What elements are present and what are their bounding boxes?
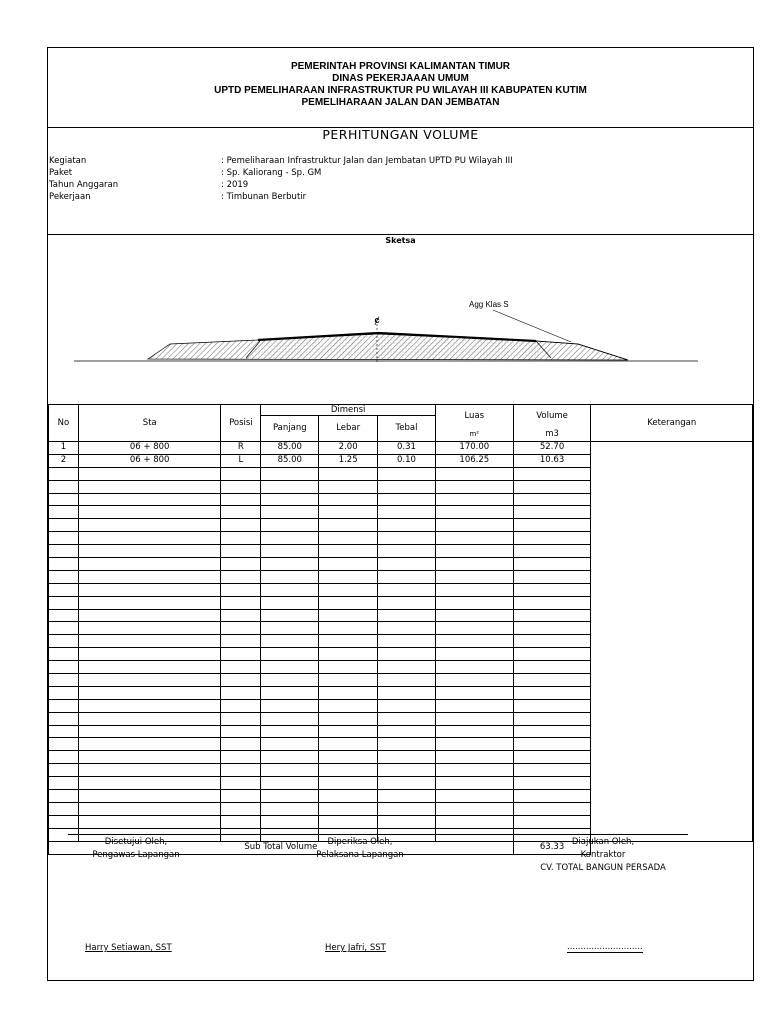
cell-volume <box>513 686 591 699</box>
cell-luas <box>435 532 513 545</box>
cell-luas <box>435 519 513 532</box>
cell-sta <box>78 699 221 712</box>
subtotal-value: 63.33 <box>513 841 591 854</box>
cell-tebal <box>378 596 436 609</box>
cell-no <box>49 777 79 790</box>
cell-luas <box>435 777 513 790</box>
cell-no <box>49 519 79 532</box>
cell-posisi <box>221 570 261 583</box>
cell-posisi <box>221 596 261 609</box>
cell-sta <box>78 545 221 558</box>
table-row <box>49 442 753 455</box>
cell-panjang <box>261 777 319 790</box>
cell-no <box>49 815 79 828</box>
cell-volume <box>513 699 591 712</box>
submitted-line-2: Kontraktor <box>580 850 626 860</box>
cell-sta <box>78 686 221 699</box>
cell-panjang <box>261 519 319 532</box>
submitted-line-1: Diajukan Oleh, <box>571 837 635 847</box>
cell-volume <box>513 532 591 545</box>
cell-sta <box>78 583 221 596</box>
cell-tebal <box>378 674 436 687</box>
cell-sta <box>78 751 221 764</box>
cell-luas <box>435 583 513 596</box>
cell-luas <box>435 725 513 738</box>
cell-tebal <box>378 558 436 571</box>
cell-lebar <box>319 725 378 738</box>
cell-keterangan <box>591 442 753 842</box>
cell-panjang <box>261 596 319 609</box>
cell-sta <box>78 764 221 777</box>
cell-luas <box>435 802 513 815</box>
cell-posisi <box>221 738 261 751</box>
cell-tebal <box>378 583 436 596</box>
cell-volume <box>513 596 591 609</box>
cell-sta <box>78 467 221 480</box>
cell-no <box>49 674 79 687</box>
cell-luas <box>435 493 513 506</box>
cell-lebar <box>319 532 378 545</box>
cell-tebal <box>378 519 436 532</box>
cell-volume <box>513 661 591 674</box>
cell-tebal <box>378 686 436 699</box>
info-value-kegiatan: : Pemeliharaan Infrastruktur Jalan dan Jembatan UPTD PU Wilayah III <box>221 156 513 166</box>
cell-tebal <box>378 751 436 764</box>
col-header-posisi: Posisi <box>221 405 261 442</box>
cell-panjang: 85.00 <box>261 442 319 455</box>
cell-posisi <box>221 558 261 571</box>
cell-luas <box>435 686 513 699</box>
cell-no <box>49 583 79 596</box>
cell-posisi <box>221 480 261 493</box>
cell-tebal <box>378 609 436 622</box>
cell-panjang <box>261 686 319 699</box>
cell-no <box>49 802 79 815</box>
cell-posisi <box>221 635 261 648</box>
cell-no <box>49 558 79 571</box>
cell-tebal: 0.10 <box>378 454 436 467</box>
cell-posisi <box>221 493 261 506</box>
cell-volume <box>513 570 591 583</box>
submitted-block <box>518 836 688 875</box>
cell-tebal <box>378 480 436 493</box>
cell-tebal <box>378 764 436 777</box>
cell-posisi <box>221 506 261 519</box>
cell-volume <box>513 725 591 738</box>
cell-lebar <box>319 506 378 519</box>
cell-lebar <box>319 480 378 493</box>
cell-luas <box>435 661 513 674</box>
cell-sta <box>78 648 221 661</box>
cell-volume: 10.63 <box>513 454 591 467</box>
cell-luas <box>435 506 513 519</box>
subtotal-label: Sub Total Volume <box>49 841 514 854</box>
cell-posisi <box>221 815 261 828</box>
cell-lebar <box>319 777 378 790</box>
info-label-paket: Paket <box>49 168 73 178</box>
info-label-kegiatan: Kegiatan <box>49 156 87 166</box>
document-title: PERHITUNGAN VOLUME <box>322 127 479 142</box>
layer-leader-line <box>493 310 571 342</box>
checked-line-1: Diperiksa Oleh, <box>327 837 393 847</box>
centerline-label: ȼ <box>374 315 380 325</box>
col-header-sta: Sta <box>78 405 221 442</box>
cell-volume <box>513 635 591 648</box>
cell-posisi <box>221 622 261 635</box>
cell-tebal <box>378 467 436 480</box>
cell-luas: 170.00 <box>435 442 513 455</box>
cell-sta: 06 + 800 <box>78 442 221 455</box>
cell-tebal <box>378 738 436 751</box>
volume-table <box>48 404 753 855</box>
cell-no <box>49 493 79 506</box>
cell-panjang <box>261 725 319 738</box>
cell-panjang <box>261 609 319 622</box>
cell-luas <box>435 622 513 635</box>
info-label-tahun: Tahun Anggaran <box>49 180 119 190</box>
cell-volume <box>513 583 591 596</box>
cell-panjang <box>261 622 319 635</box>
cell-luas <box>435 648 513 661</box>
cell-posisi <box>221 725 261 738</box>
cell-tebal <box>378 545 436 558</box>
cell-tebal <box>378 506 436 519</box>
cell-lebar <box>319 635 378 648</box>
cell-lebar <box>319 764 378 777</box>
cell-volume <box>513 558 591 571</box>
cell-no <box>49 596 79 609</box>
cell-no <box>49 506 79 519</box>
cell-no <box>49 725 79 738</box>
cell-no <box>49 648 79 661</box>
checked-line-2: Pelaksana Lapangan <box>316 850 404 860</box>
cell-no <box>49 712 79 725</box>
cell-panjang <box>261 802 319 815</box>
cell-sta <box>78 712 221 725</box>
cell-panjang <box>261 558 319 571</box>
cell-luas <box>435 751 513 764</box>
cell-luas <box>435 596 513 609</box>
cell-lebar <box>319 648 378 661</box>
cell-no <box>49 661 79 674</box>
cell-luas <box>435 467 513 480</box>
cell-tebal <box>378 622 436 635</box>
cell-tebal <box>378 815 436 828</box>
cell-tebal <box>378 725 436 738</box>
cell-lebar <box>319 596 378 609</box>
cell-panjang <box>261 712 319 725</box>
cell-no <box>49 467 79 480</box>
cell-volume <box>513 802 591 815</box>
cell-lebar <box>319 661 378 674</box>
col-header-volume-unit: m3 <box>513 427 591 442</box>
cell-posisi <box>221 674 261 687</box>
cell-volume <box>513 738 591 751</box>
cell-posisi <box>221 790 261 803</box>
cell-tebal <box>378 802 436 815</box>
cell-panjang <box>261 635 319 648</box>
cell-posisi <box>221 686 261 699</box>
checked-name: Hery Jafri, SST <box>325 943 386 953</box>
cell-sta <box>78 815 221 828</box>
cell-panjang <box>261 648 319 661</box>
cell-sta <box>78 480 221 493</box>
cell-panjang <box>261 790 319 803</box>
cell-tebal <box>378 635 436 648</box>
header-line-3: UPTD PEMELIHARAAN INFRASTRUKTUR PU WILAYAH III KABUPATEN KUTIM <box>214 85 587 96</box>
cell-luas <box>435 558 513 571</box>
approved-block <box>76 836 196 862</box>
cell-luas <box>435 815 513 828</box>
cell-volume <box>513 712 591 725</box>
cell-sta <box>78 506 221 519</box>
cell-tebal <box>378 661 436 674</box>
cell-posisi <box>221 699 261 712</box>
cell-posisi <box>221 777 261 790</box>
cell-no <box>49 738 79 751</box>
cell-volume <box>513 609 591 622</box>
cell-sta <box>78 725 221 738</box>
cell-posisi <box>221 661 261 674</box>
cell-no: 1 <box>49 442 79 455</box>
submitted-name: ............................ <box>567 942 643 952</box>
cell-no <box>49 622 79 635</box>
approved-line-1: Disetujui Oleh, <box>104 837 168 847</box>
cell-panjang <box>261 661 319 674</box>
cell-lebar <box>319 699 378 712</box>
cell-luas <box>435 545 513 558</box>
cell-tebal <box>378 570 436 583</box>
cell-volume: 52.70 <box>513 442 591 455</box>
approved-line-2: Pengawas Lapangan <box>92 850 180 860</box>
cell-no <box>49 609 79 622</box>
cell-posisi <box>221 532 261 545</box>
col-header-dimensi: Dimensi <box>261 405 436 416</box>
cell-tebal <box>378 532 436 545</box>
cell-luas: 106.25 <box>435 454 513 467</box>
cell-lebar <box>319 519 378 532</box>
cell-volume <box>513 648 591 661</box>
cell-luas <box>435 609 513 622</box>
cell-panjang <box>261 570 319 583</box>
cell-no <box>49 751 79 764</box>
cell-volume <box>513 480 591 493</box>
cell-panjang <box>261 699 319 712</box>
cell-panjang <box>261 815 319 828</box>
cell-volume <box>513 506 591 519</box>
cell-lebar <box>319 712 378 725</box>
cell-volume <box>513 777 591 790</box>
col-header-keterangan: Keterangan <box>591 405 753 442</box>
cell-sta <box>78 777 221 790</box>
cell-sta <box>78 596 221 609</box>
cell-volume <box>513 764 591 777</box>
cell-luas <box>435 635 513 648</box>
header-line-2: DINAS PEKERJAAAN UMUM <box>332 73 469 84</box>
cell-luas <box>435 480 513 493</box>
cell-no <box>49 545 79 558</box>
cell-no <box>49 686 79 699</box>
cell-panjang <box>261 751 319 764</box>
cell-lebar <box>319 815 378 828</box>
header-line-4: PEMELIHARAAN JALAN DAN JEMBATAN <box>301 97 500 108</box>
cell-no <box>49 480 79 493</box>
cell-luas <box>435 790 513 803</box>
col-header-tebal: Tebal <box>378 416 436 442</box>
cell-volume <box>513 545 591 558</box>
cell-sta <box>78 532 221 545</box>
cell-luas <box>435 764 513 777</box>
cell-volume <box>513 493 591 506</box>
cell-panjang: 85.00 <box>261 454 319 467</box>
sketch-title: Sketsa <box>385 236 416 245</box>
cell-sta <box>78 609 221 622</box>
cell-sta <box>78 570 221 583</box>
cell-lebar <box>319 738 378 751</box>
checked-block <box>300 836 420 862</box>
cell-no <box>49 570 79 583</box>
col-header-lebar: Lebar <box>319 416 378 442</box>
cell-lebar <box>319 790 378 803</box>
cell-sta <box>78 802 221 815</box>
cell-lebar <box>319 493 378 506</box>
layer-label: Agg Klas S <box>469 300 509 309</box>
cell-lebar: 1.25 <box>319 454 378 467</box>
cell-panjang <box>261 545 319 558</box>
cell-no <box>49 790 79 803</box>
cell-sta <box>78 661 221 674</box>
cell-lebar <box>319 674 378 687</box>
cell-lebar <box>319 622 378 635</box>
cell-tebal <box>378 777 436 790</box>
cell-panjang <box>261 480 319 493</box>
cell-sta <box>78 493 221 506</box>
cell-panjang <box>261 506 319 519</box>
cell-tebal <box>378 790 436 803</box>
info-label-pekerjaan: Pekerjaan <box>49 192 91 202</box>
cell-tebal <box>378 648 436 661</box>
cell-lebar <box>319 558 378 571</box>
cell-no <box>49 764 79 777</box>
cell-lebar <box>319 583 378 596</box>
cell-tebal: 0.31 <box>378 442 436 455</box>
cell-sta <box>78 674 221 687</box>
signature-divider <box>68 834 688 835</box>
cell-posisi <box>221 802 261 815</box>
cell-panjang <box>261 674 319 687</box>
cell-lebar: 2.00 <box>319 442 378 455</box>
cell-no <box>49 635 79 648</box>
cell-sta <box>78 519 221 532</box>
cell-sta <box>78 738 221 751</box>
col-header-panjang: Panjang <box>261 416 319 442</box>
cell-no <box>49 699 79 712</box>
road-cross-section-sketch <box>48 48 753 404</box>
col-header-volume: Volume <box>513 405 591 428</box>
cell-sta <box>78 558 221 571</box>
cell-posisi <box>221 519 261 532</box>
cell-posisi <box>221 712 261 725</box>
cell-tebal <box>378 712 436 725</box>
cell-no <box>49 532 79 545</box>
cell-lebar <box>319 545 378 558</box>
cell-sta <box>78 635 221 648</box>
cell-posisi <box>221 609 261 622</box>
cell-posisi <box>221 545 261 558</box>
cell-volume <box>513 815 591 828</box>
cell-lebar <box>319 802 378 815</box>
cell-volume <box>513 467 591 480</box>
cell-volume <box>513 622 591 635</box>
cell-luas <box>435 570 513 583</box>
cell-panjang <box>261 467 319 480</box>
cell-lebar <box>319 570 378 583</box>
cell-lebar <box>319 609 378 622</box>
cell-luas <box>435 699 513 712</box>
cell-posisi <box>221 648 261 661</box>
cell-volume <box>513 674 591 687</box>
cell-tebal <box>378 493 436 506</box>
cell-posisi: R <box>221 442 261 455</box>
cell-posisi <box>221 583 261 596</box>
cell-no: 2 <box>49 454 79 467</box>
cell-posisi <box>221 764 261 777</box>
info-value-paket: : Sp. Kaliorang - Sp. GM <box>221 168 322 178</box>
cell-sta <box>78 622 221 635</box>
cell-posisi: L <box>221 454 261 467</box>
col-header-luas-unit: m² <box>435 427 513 442</box>
cell-panjang <box>261 764 319 777</box>
cell-sta: 06 + 800 <box>78 454 221 467</box>
cell-volume <box>513 519 591 532</box>
info-value-pekerjaan: : Timbunan Berbutir <box>221 192 307 202</box>
cell-luas <box>435 674 513 687</box>
cell-luas <box>435 712 513 725</box>
cell-volume <box>513 790 591 803</box>
col-header-no: No <box>49 405 79 442</box>
cell-panjang <box>261 532 319 545</box>
info-value-tahun: : 2019 <box>221 180 249 190</box>
submitted-company: CV. TOTAL BANGUN PERSADA <box>540 863 666 873</box>
header-line-1: PEMERINTAH PROVINSI KALIMANTAN TIMUR <box>290 61 511 72</box>
cell-lebar <box>319 751 378 764</box>
cell-panjang <box>261 583 319 596</box>
approved-name: Harry Setiawan, SST <box>85 943 172 953</box>
cell-posisi <box>221 751 261 764</box>
cell-lebar <box>319 467 378 480</box>
cell-volume <box>513 751 591 764</box>
cell-lebar <box>319 686 378 699</box>
volume-sheet <box>47 47 754 981</box>
col-header-luas: Luas <box>435 405 513 428</box>
cell-panjang <box>261 493 319 506</box>
cell-sta <box>78 790 221 803</box>
cell-tebal <box>378 699 436 712</box>
cell-luas <box>435 738 513 751</box>
cell-panjang <box>261 738 319 751</box>
cell-posisi <box>221 467 261 480</box>
